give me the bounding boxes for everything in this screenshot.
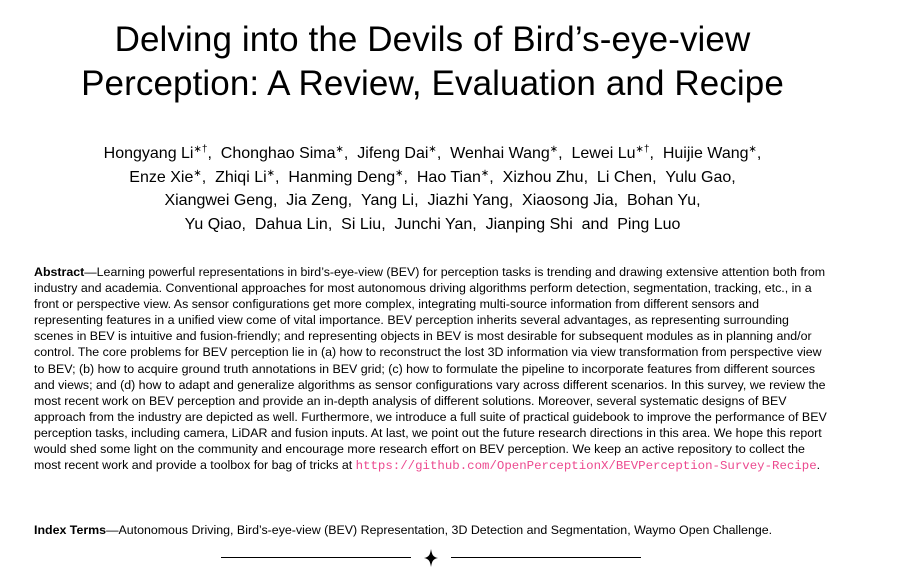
author-name [414,192,509,209]
author-name [489,169,583,186]
author-name [614,192,696,209]
author-name-text: Yu Qiao [184,215,242,233]
author-name [348,192,414,209]
author-name-text: Hanming Deng [288,168,396,186]
author-name-text: Yulu Gao [665,168,732,186]
author-name-text: Lewei Lu [571,145,636,162]
author-name-text: Hao Tian [416,168,481,186]
author-row [0,213,865,237]
author-name [558,145,649,162]
author-name [381,216,472,233]
author-row: Hongyang Li∗†, Chonghao Sima∗, Jifeng Dai∗, Wenhai Wang∗, Lewei Lu∗†, Huijie Wang∗, [0,142,865,166]
divider-rule-left [221,557,411,558]
author-name-text: Jia Zeng [286,192,348,209]
author-name [437,145,558,162]
author-affiliation-mark: ∗ [193,167,202,179]
author-name [608,216,680,233]
author-name-text: Yang Li [361,192,415,209]
author-name-text: Chonghao Sima [220,145,336,162]
author-name-text: Si Liu [341,215,382,233]
author-name-text: Zhiqi Li [215,168,267,186]
author-name [404,169,490,186]
abstract [34,264,830,474]
author-affiliation-mark: ∗ [549,144,559,155]
author-name [328,216,381,233]
author-row: Xiangwei Geng, Jia Zeng, Yang Li, Jiazhi Yang, Xiaosong Jia, Bohan Yu, [0,189,865,213]
author-name [652,169,731,186]
author-name-text: Li Chen [596,168,653,186]
author-name-text: Jiazhi Yang [427,192,509,209]
diamond-star-icon [424,549,438,567]
author-list [0,142,865,236]
author-name-text: Bohan Yu [627,192,697,209]
author-affiliation-mark: ∗† [193,144,208,155]
author-affiliation-mark: ∗ [266,167,276,179]
index-terms [34,522,834,538]
index-terms-text: —Autonomous Driving, Bird’s-eye-view (BEV) Representation, 3D Detection and Segmentation, Waymo Open Challenge. [106,523,773,537]
section-divider [221,548,641,568]
abstract-end: . [816,458,821,473]
author-row: Enze Xie∗, Zhiqi Li∗, Hanming Deng∗, Hao Tian∗, Xizhou Zhu, Li Chen, Yulu Gao, [0,166,865,190]
author-name-text: Xiaosong Jia [522,192,614,209]
repository-link[interactable]: https://github.com/OpenPerceptionX/BEVPerception-Survey-Recipe [355,459,817,474]
author-name-text: Dahua Lin [254,215,328,233]
author-name-text: Jianping Shi [485,215,573,233]
author-name-text: Enze Xie [129,168,194,186]
author-name [202,169,275,186]
author-name [242,216,328,233]
paper-title [0,18,865,106]
author-name-text: Jifeng Dai [357,145,429,162]
author-name [129,169,201,186]
author-name [185,216,242,233]
author-name-text: Xiangwei Geng [164,192,273,209]
divider-rule-right [451,557,641,558]
author-name [275,169,403,186]
author-name [104,145,208,162]
author-name [509,192,614,209]
author-affiliation-mark: ∗ [395,167,404,179]
author-name [273,192,348,209]
author-name [650,145,757,162]
author-name-text: Hongyang Li [103,145,194,162]
index-terms-label: Index Terms [34,523,107,537]
author-name [472,216,573,233]
author-name [164,192,273,209]
author-name-text: Ping Luo [617,215,681,233]
author-name [344,145,437,162]
author-name-text: Junchi Yan [394,215,473,233]
author-name [207,145,343,162]
author-affiliation-mark: ∗ [748,144,757,155]
author-affiliation-mark: ∗ [428,144,437,155]
paper-title-line-2: Perception: A Review, Evaluation and Recipe [81,64,784,103]
author-affiliation-mark: ∗ [335,144,344,155]
author-affiliation-mark: ∗ [480,167,490,179]
abstract-text: —Learning powerful representations in bird’s-eye-view (BEV) for perception tasks is trending and drawing extensive attention both from industry and academia. Conventional approaches for most autonomous driving algorithms perform detection, segmentation, tracking, etc., in a front or perspective view. As sensor configurations get more complex, integrating multi-source information from different sensors and representing features in a unified view come of vital importance. BEV perception inherits several advantages, as representing surrounding scenes in BEV is intuitive and fusion-friendly; and representing objects in BEV is most desirable for subsequent modules as in planning and/or control. The core problems for BEV perception lie in (a) how to reconstruct the lost 3D information via view transformation from perspective view to BEV; (b) how to acquire ground truth annotations in BEV grid; (c) how to formulate the pipeline to incorporate features from different sources and views; and (d) how to adapt and generalize algorithms as sensor configurations vary across different scenarios. In this survey, we review the most recent work on BEV perception and provide an in-depth analysis of different solutions. Moreover, several systematic designs of BEV approach from the industry are depicted as well. Furthermore, we introduce a full suite of practical guidebook to improve the performance of BEV perception tasks, including camera, LiDAR and fusion inputs. At last, we point out the future research directions in this area. We hope this report would shed some light on the community and encourage more research effort on BEV perception. We keep an active repository to collect the most recent work and provide a toolbox for bag of tricks at [34,265,827,473]
author-name-text: Xizhou Zhu [502,168,584,186]
abstract-label: Abstract [34,265,85,279]
author-conjunction: and [581,215,609,233]
author-name-text: Huijie Wang [662,145,749,162]
author-name [584,169,653,186]
author-affiliation-mark: ∗† [635,144,650,155]
author-name-text: Wenhai Wang [450,145,550,162]
paper-title-line-1: Delving into the Devils of Bird’s-eye-view [114,20,751,59]
